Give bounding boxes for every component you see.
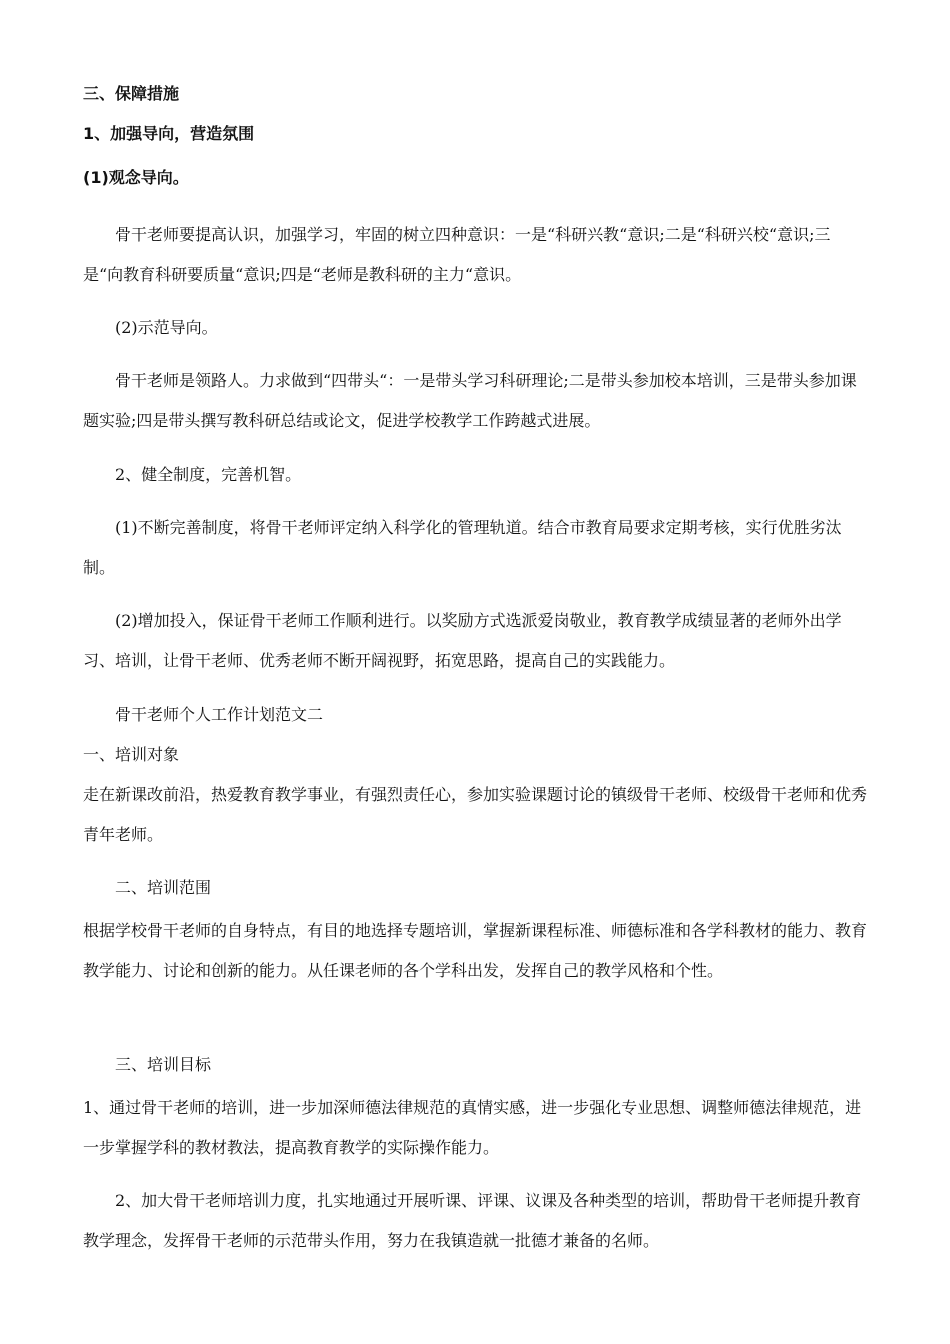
paragraph-target: 走在新课改前沿，热爱教育教学事业，有强烈责任心，参加实验课题讨论的镇级骨干老师、校级骨干老师和优秀青年老师。 <box>83 785 868 844</box>
paragraph-goal-2: 2、加大骨干老师培训力度，扎实地通过开展听课、评课、议课及各种类型的培训，帮助骨干老师提升教育教学理念，发挥骨干老师的示范带头作用，努力在我镇造就一批德才兼备的名师。 <box>83 1191 862 1250</box>
heading-target: 一、培训对象 <box>83 745 180 764</box>
heading-sub-2: (2)示范导向。 <box>115 318 218 337</box>
heading-scope: 二、培训范围 <box>115 878 212 897</box>
document-title-2: 骨干老师个人工作计划范文二 <box>115 705 324 724</box>
paragraph-system-1: (1)不断完善制度，将骨干老师评定纳入科学化的管理轨道。结合市教育局要求定期考核，实行优胜劣汰制。 <box>83 518 842 577</box>
paragraph-demo: 骨干老师是领路人。力求做到“四带头“：一是带头学习科研理论;二是带头参加校本培训，三是带头参加课题实验;四是带头撰写教科研总结或论文，促进学校教学工作跨越式进展。 <box>83 371 857 430</box>
paragraph-system-2: (2)增加投入，保证骨干老师工作顺利进行。以奖励方式选派爱岗敬业，教育教学成绩显著的老师外出学习、培训，让骨干老师、优秀老师不断开阔视野，拓宽思路，提高自己的实践能力。 <box>83 611 842 670</box>
heading-item-1: 1、加强导向，营造氛围 <box>83 124 255 143</box>
heading-item-2: 2、健全制度，完善机智。 <box>115 465 302 484</box>
paragraph-goal-1: 1、通过骨干老师的培训，进一步加深师德法律规范的真情实感，进一步强化专业思想、调整师德法律规范，进一步掌握学科的教材教法，提高教育教学的实际操作能力。 <box>83 1098 862 1157</box>
heading-section-3: 三、保障措施 <box>83 84 180 103</box>
heading-sub-1: (1)观念导向。 <box>83 168 189 187</box>
heading-goal: 三、培训目标 <box>115 1055 212 1074</box>
paragraph-scope: 根据学校骨干老师的自身特点，有目的地选择专题培训，掌握新课程标准、师德标准和各学科教材的能力、教育教学能力、讨论和创新的能力。从任课老师的各个学科出发，发挥自己的教学风格和个性。 <box>83 921 868 980</box>
paragraph-concept: 骨干老师要提高认识，加强学习，牢固的树立四种意识：一是“科研兴教“意识;二是“科研兴校“意识;三是“向教育科研要质量“意识;四是“老师是教科研的主力“意识。 <box>83 225 831 284</box>
